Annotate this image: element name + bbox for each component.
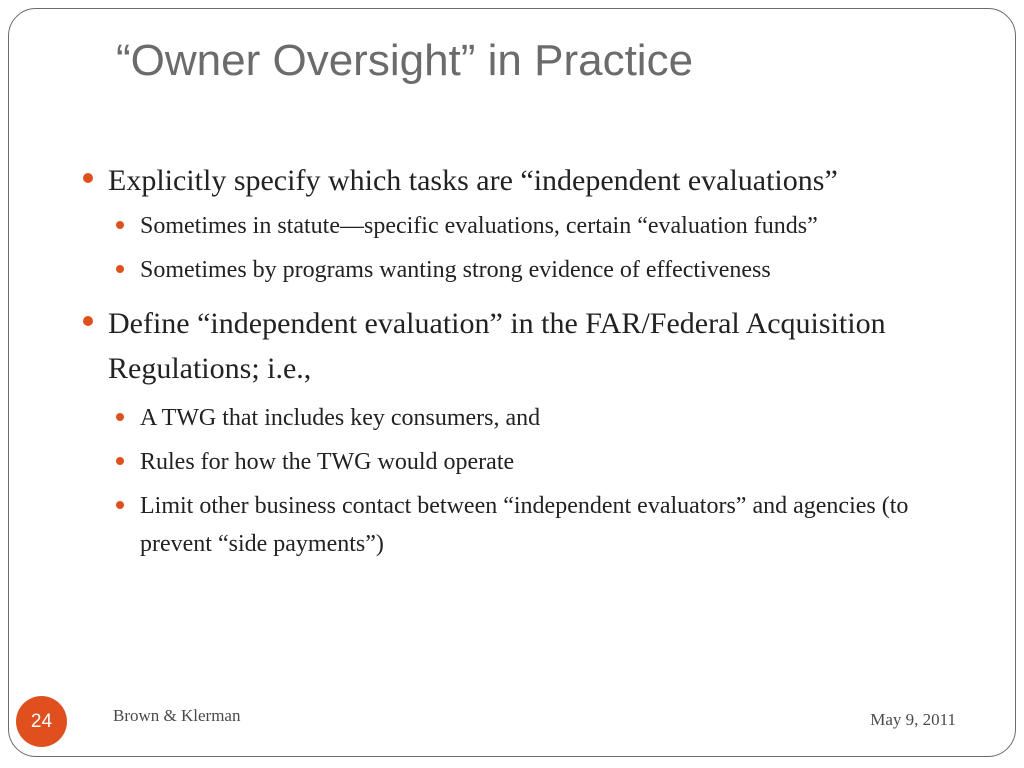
slide-title: “Owner Oversight” in Practice bbox=[116, 36, 694, 85]
slide-number-badge: 24 bbox=[16, 696, 67, 747]
bullet-level2: Rules for how the TWG would operate bbox=[112, 443, 980, 481]
bullet-level2: Sometimes in statute—specific evaluations, certain “evaluation funds” bbox=[112, 207, 980, 245]
bullet-level2: A TWG that includes key consumers, and bbox=[112, 399, 980, 437]
footer-authors: Brown & Klerman bbox=[113, 706, 241, 725]
bullet-level2: Sometimes by programs wanting strong evidence of effectiveness bbox=[112, 251, 980, 289]
bullet-level1: Define “independent evaluation” in the FAR/Federal Acquisition Regulations; i.e., bbox=[80, 301, 980, 391]
slide-content bbox=[80, 158, 980, 569]
footer-date: May 9, 2011 bbox=[870, 710, 956, 729]
bullet-level2: Limit other business contact between “independent evaluators” and agencies (to prevent “side payments”) bbox=[112, 487, 980, 563]
bullet-level1: Explicitly specify which tasks are “independent evaluations” bbox=[80, 158, 980, 203]
